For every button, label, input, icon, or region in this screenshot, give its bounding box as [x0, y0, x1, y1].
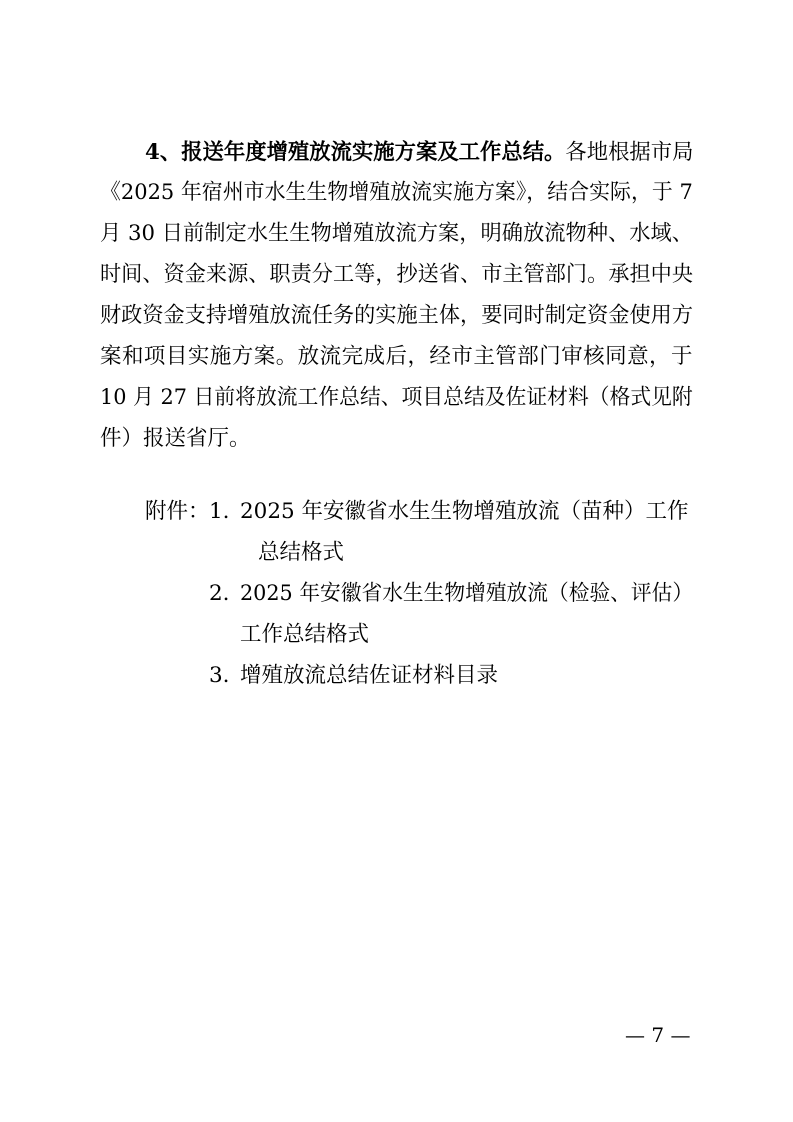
paragraph-line-6: 案和项目实施方案。放流完成后，经市主管部门审核同意，于: [100, 344, 693, 369]
attachment-title: 2025 年安徽省水生生物增殖放流（检验、评估）: [240, 581, 694, 606]
paragraph-line-5: 财政资金支持增殖放流任务的实施主体，要同时制定资金使用方: [100, 303, 694, 328]
paragraph-line-2: [100, 182, 693, 204]
paragraph-text: 各地根据市局: [565, 140, 694, 165]
paragraph-line-8: 件）报送省厅。: [100, 426, 251, 451]
attachment-number: 3.: [209, 663, 230, 688]
paragraph-line-3: 月 30 日前制定水生生物增殖放流方案，明确放流物种、水域、: [100, 221, 694, 246]
paragraph-line-7: 10 月 27 日前将放流工作总结、项目总结及佐证材料（格式见附: [100, 385, 693, 410]
paragraph-line-1: [145, 142, 693, 164]
attachment-title: 2025 年安徽省水生生物增殖放流（苗种）工作: [240, 499, 689, 524]
attachments-label: 附件：: [145, 499, 210, 524]
page-number: — 7 —: [625, 1023, 691, 1047]
section-4-heading: 4、报送年度增殖放流实施方案及工作总结。: [145, 140, 566, 165]
paragraph-text: 《2025 年宿州市水生生物增殖放流实施方案》，结合实际，于 7: [100, 180, 693, 205]
paragraph-line-4: 时间、资金来源、职责分工等，抄送省、市主管部门。承担中央: [100, 262, 694, 287]
attachment-number: 1.: [209, 499, 230, 524]
attachment-title-continued: 工作总结格式: [240, 622, 370, 647]
attachment-number: 2.: [209, 581, 230, 606]
attachment-title: 增殖放流总结佐证材料目录: [240, 663, 499, 688]
attachment-title-continued: 总结格式: [258, 540, 345, 565]
